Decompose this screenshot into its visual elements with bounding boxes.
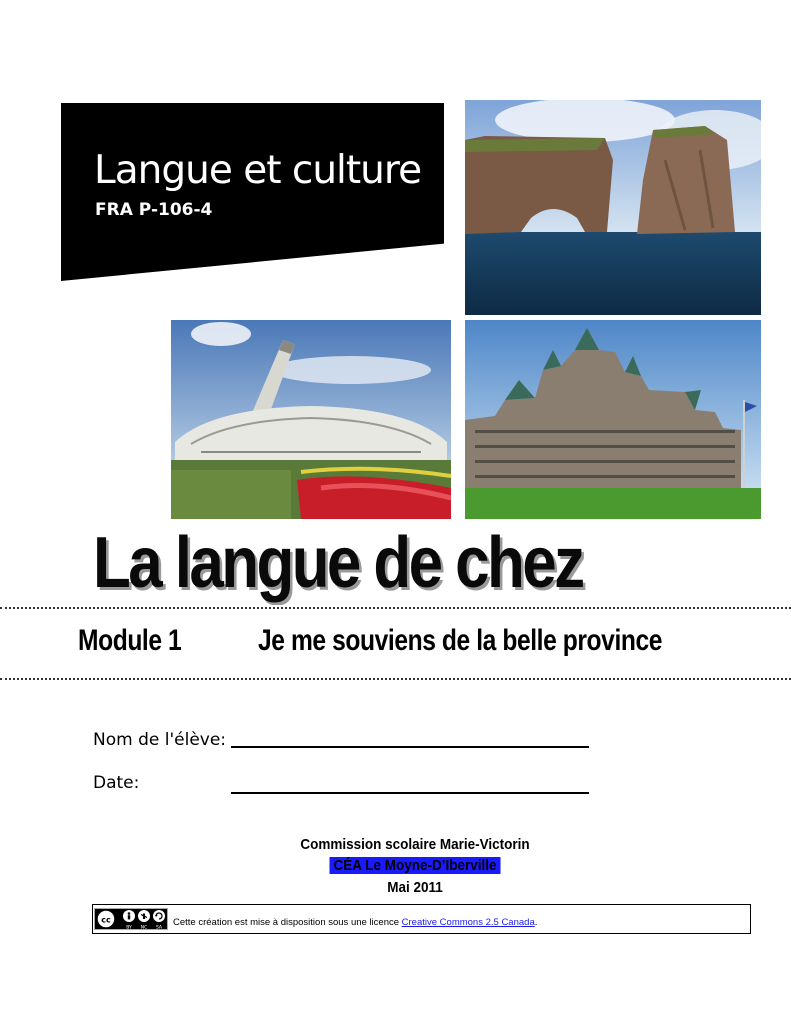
date-field[interactable] [231,792,589,794]
student-name-field[interactable] [231,746,589,748]
module-label: Module 1 [78,624,182,657]
center-name: CÉA Le Moyne-D’Iberville [330,857,500,874]
banner-title: Langue et culture [94,148,422,193]
course-code: FRA P-106-4 [95,200,213,220]
photo-rock-arch [465,100,761,315]
creative-commons-icon [94,908,168,930]
commission-name: Commission scolaire Marie-Victorin [300,836,530,853]
dotted-divider-top [0,607,791,609]
module-title: Je me souviens de la belle province [258,624,663,657]
center-name-wrapper [42,857,789,874]
cc-logo-label: cc [101,915,111,925]
cc-logo-label: SA [155,925,163,930]
photo-olympic-stadium [171,320,451,519]
publication-date: Mai 2011 [387,879,443,896]
cc-logo-label: BY [126,925,132,930]
license-link[interactable]: Creative Commons 2.5 Canada [401,917,535,928]
license-text: Cette création est mise à disposition sous une licence [173,917,400,928]
license-suffix: . [534,917,538,928]
main-title: La langue de chez [93,523,583,603]
photo-chateau [465,320,761,519]
dotted-divider-bottom [0,678,791,680]
license-statement [173,917,537,928]
cc-logo-label: NC [140,925,148,930]
student-name-label: Nom de l'élève: [93,730,227,750]
date-label: Date: [93,773,140,793]
